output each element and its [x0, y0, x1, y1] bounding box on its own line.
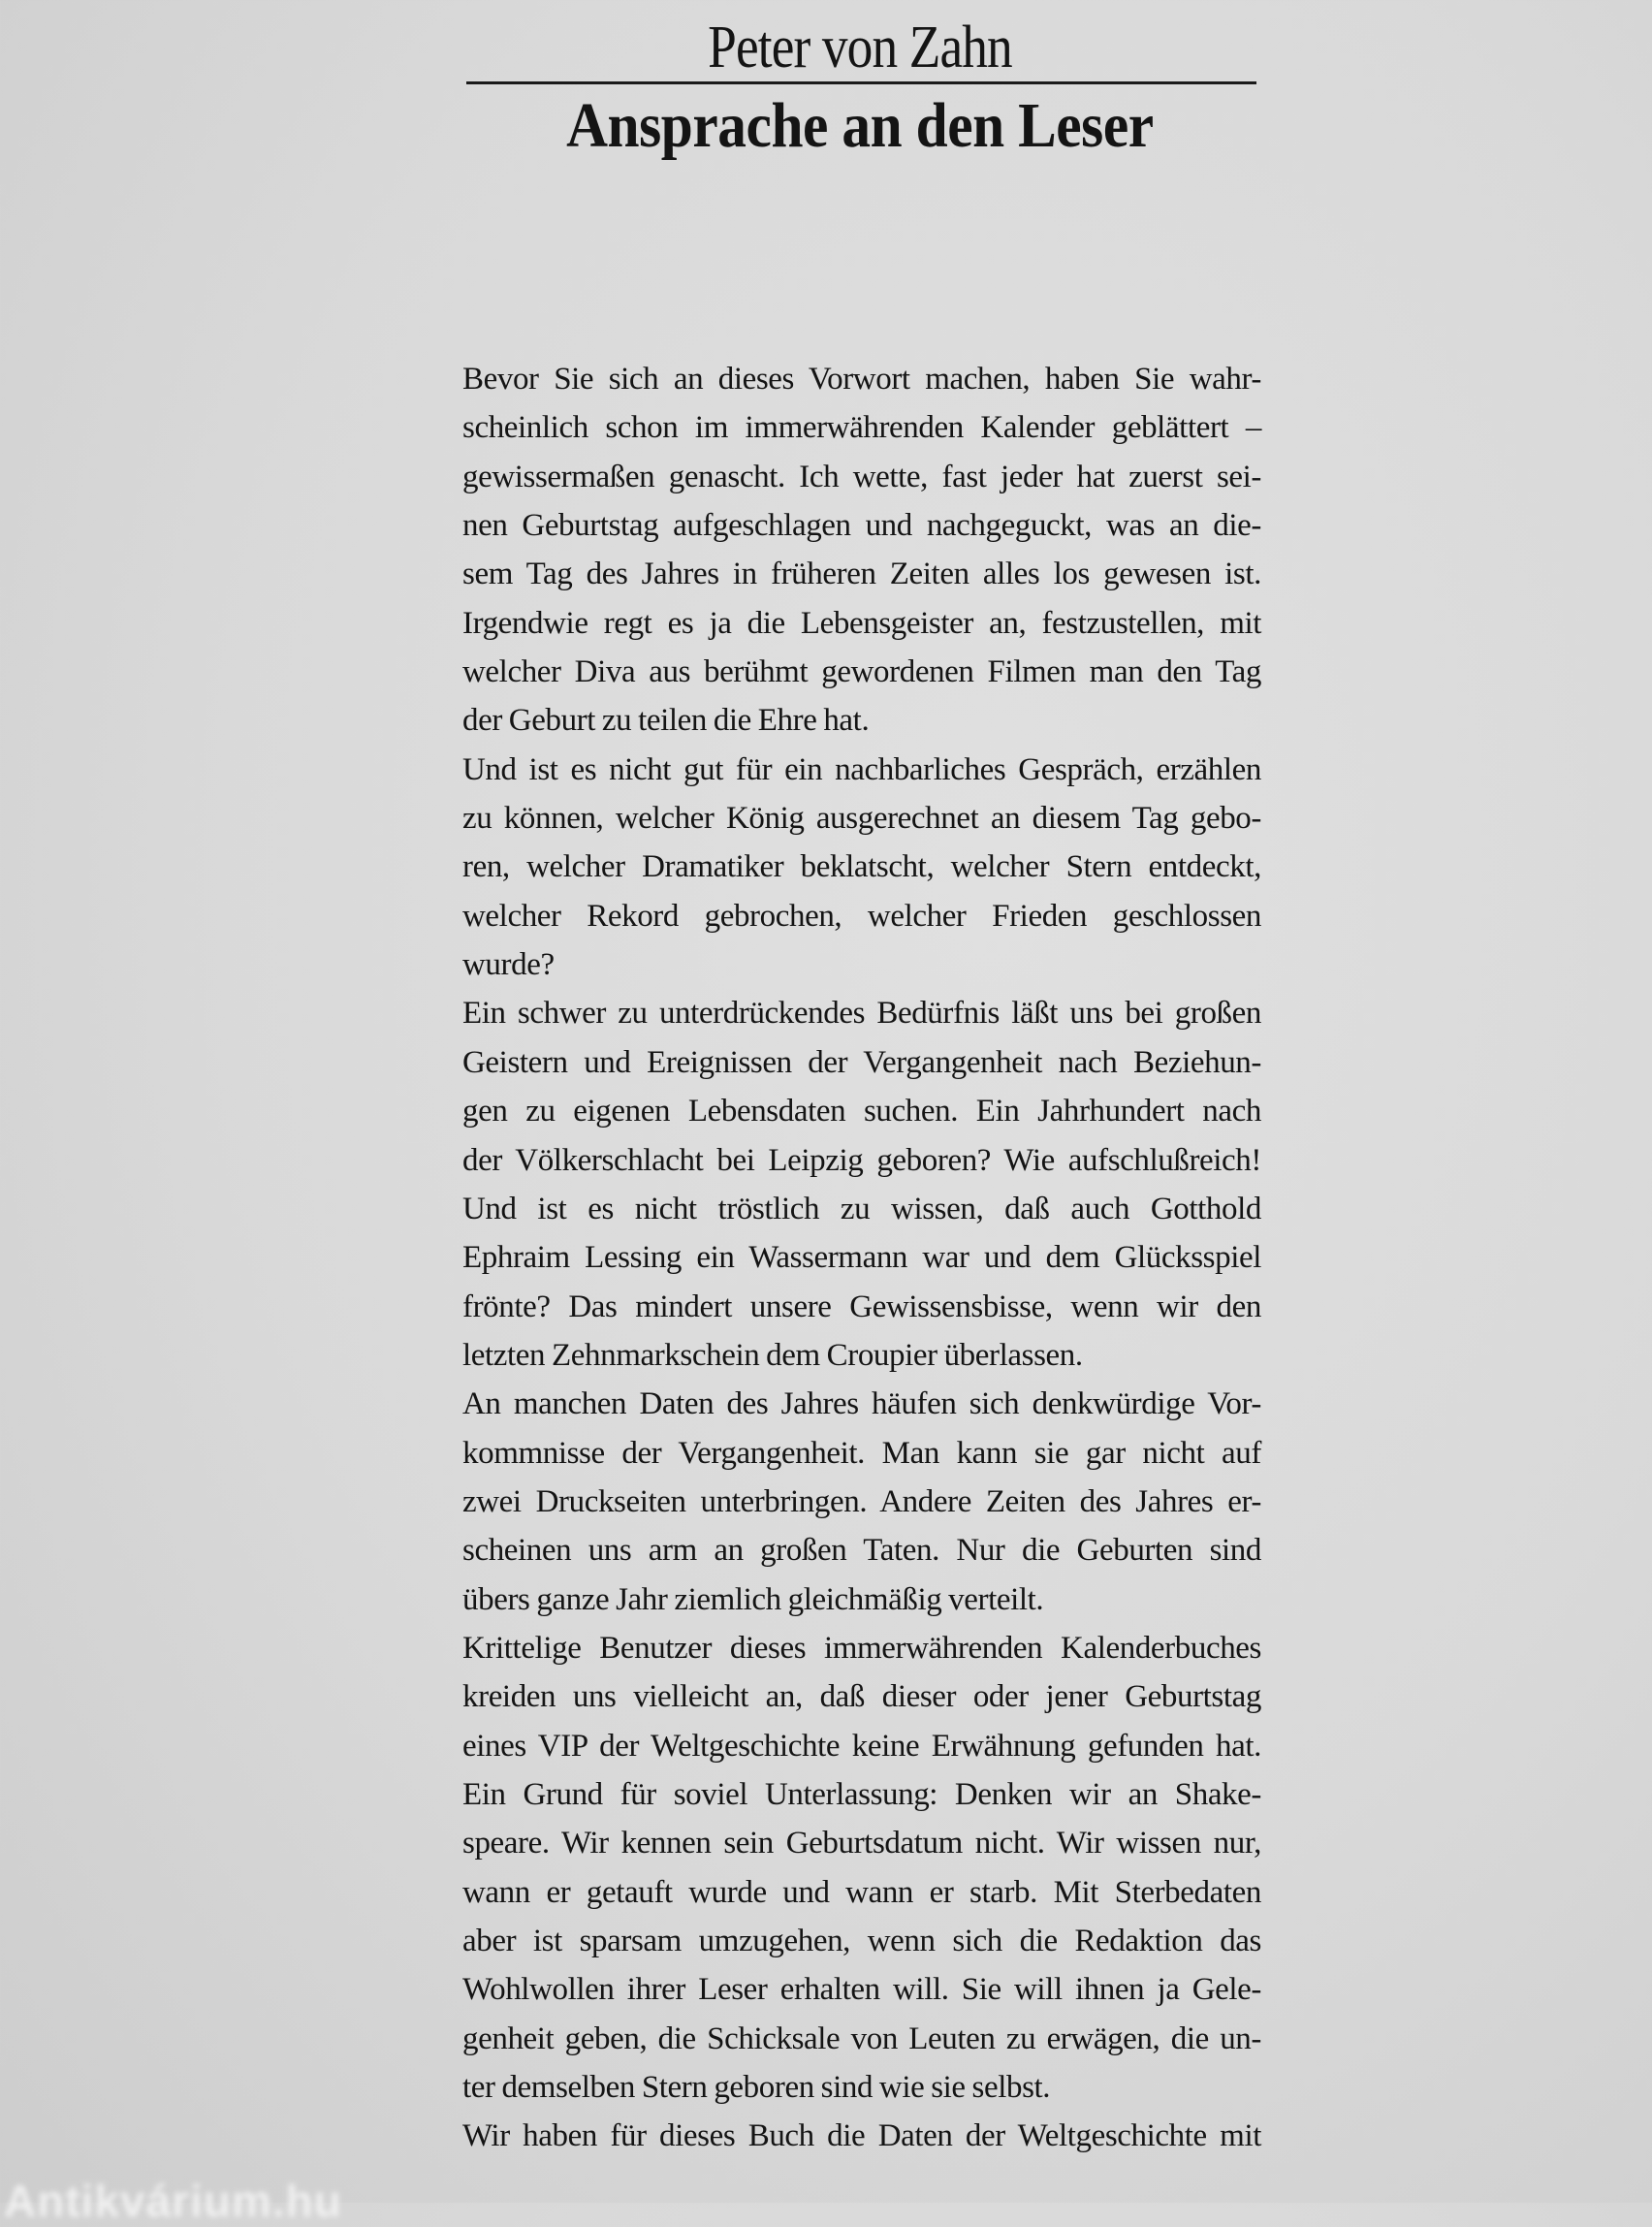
text-line: Und ist es nicht gut für ein nachbarliches Gespräch, erzählen: [462, 751, 1261, 787]
text-line: Wohlwollen ihrer Leser erhalten will. Sie will ihnen ja Gele-: [462, 1972, 1261, 2008]
text-line: gewissermaßen genascht. Ich wette, fast jeder hat zuerst sei-: [462, 459, 1261, 494]
text-line: frönte? Das mindert unsere Gewissensbisse, wenn wir den: [462, 1288, 1261, 1324]
text-line: wurde?: [462, 947, 555, 983]
watermark: Antikvárium.hu: [4, 2176, 342, 2226]
text-line: wann er getauft wurde und wann er starb. Mit Sterbedaten: [462, 1874, 1261, 1910]
text-line: gen zu eigenen Lebensdaten suchen. Ein Jahrhundert nach: [462, 1094, 1261, 1129]
text-line: der Geburt zu teilen die Ehre hat.: [462, 703, 870, 739]
text-line: Ein Grund für soviel Unterlassung: Denken wir an Shake-: [462, 1776, 1261, 1812]
text-line: kreiden uns vielleicht an, daß dieser oder jener Geburtstag: [462, 1679, 1261, 1715]
page-title: Ansprache an den Leser: [566, 90, 1154, 161]
text-line: aber ist sparsam umzugehen, wenn sich die Redaktion das: [462, 1924, 1261, 1958]
text-line: kommnisse der Vergangenheit. Man kann sie gar nicht auf: [462, 1435, 1261, 1471]
text-line: speare. Wir kennen sein Geburtsdatum nicht. Wir wissen nur,: [462, 1826, 1261, 1861]
author-name: Peter von Zahn: [708, 15, 1012, 80]
text-line: nen Geburtstag aufgeschlagen und nachgeguckt, was an die-: [462, 508, 1261, 544]
paragraph: [462, 2112, 1261, 2160]
text-line: genheit geben, die Schicksale von Leuten zu erwägen, die un-: [462, 2020, 1261, 2056]
text-line: scheinen uns arm an großen Taten. Nur die Geburten sind: [462, 1533, 1261, 1569]
text-line: Geistern und Ereignissen der Vergangenheit nach Beziehun-: [462, 1044, 1261, 1080]
text-line: Wir haben für dieses Buch die Daten der Weltgeschichte mit: [462, 2118, 1261, 2154]
paragraph: [462, 355, 1261, 746]
text-line: zwei Druckseiten unterbringen. Andere Zeiten des Jahres er-: [462, 1483, 1261, 1519]
paragraph: [462, 989, 1261, 1380]
text-line: Ein schwer zu unterdrückendes Bedürfnis läßt uns bei großen: [462, 996, 1261, 1032]
text-line: Krittelige Benutzer dieses immerwährenden Kalenderbuches: [462, 1630, 1261, 1666]
text-line: eines VIP der Weltgeschichte keine Erwähnung gefunden hat.: [462, 1728, 1261, 1764]
title-divider: [466, 81, 1256, 84]
text-line: scheinlich schon im immerwährenden Kalender geblättert –: [462, 410, 1261, 446]
text-line: ter demselben Stern geboren sind wie sie selbst.: [462, 2070, 1051, 2106]
text-line: zu können, welcher König ausgerechnet an diesem Tag gebo-: [462, 801, 1261, 837]
paragraph: [462, 746, 1261, 990]
text-line: welcher Rekord gebrochen, welcher Frieden geschlossen: [462, 898, 1261, 934]
text-line: der Völkerschlacht bei Leipzig geboren? Wie aufschlußreich!: [462, 1142, 1261, 1178]
paragraph: [462, 1624, 1261, 2112]
text-line: An manchen Daten des Jahres häufen sich denkwürdige Vor-: [462, 1386, 1261, 1422]
text-line: sem Tag des Jahres in früheren Zeiten alles los gewesen ist.: [462, 557, 1261, 592]
text-line: welcher Diva aus berühmt gewordenen Filmen man den Tag: [462, 654, 1261, 690]
paragraph: [462, 1380, 1261, 1624]
text-line: Ephraim Lessing ein Wassermann war und dem Glücksspiel: [462, 1240, 1261, 1276]
body-text: [462, 355, 1261, 2161]
text-line: Und ist es nicht tröstlich zu wissen, daß auch Gotthold: [462, 1191, 1261, 1226]
text-line: Irgendwie regt es ja die Lebensgeister an, festzustellen, mit: [462, 605, 1261, 641]
text-line: ren, welcher Dramatiker beklatscht, welcher Stern entdeckt,: [462, 849, 1261, 885]
text-line: Bevor Sie sich an dieses Vorwort machen, haben Sie wahr-: [462, 362, 1261, 397]
text-line: übers ganze Jahr ziemlich gleichmäßig verteilt.: [462, 1581, 1044, 1617]
text-line: letzten Zehnmarkschein dem Croupier überlassen.: [462, 1337, 1083, 1373]
